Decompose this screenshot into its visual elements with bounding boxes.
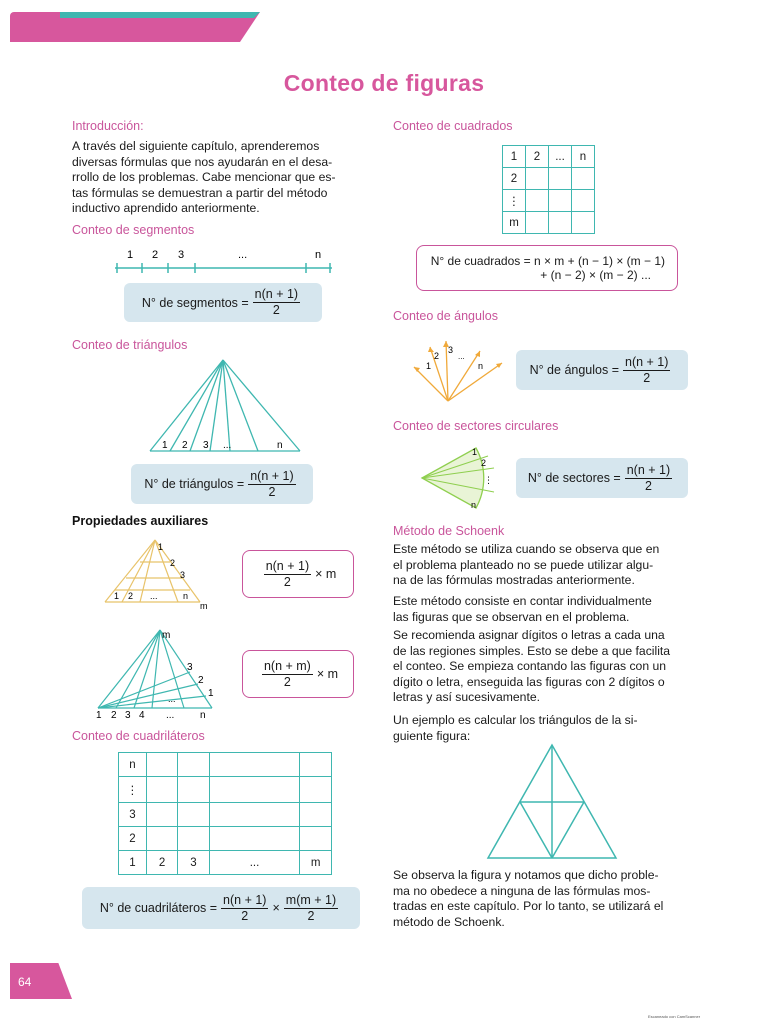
- aux1-label: n: [183, 591, 189, 601]
- numerator: m(m + 1): [285, 892, 337, 907]
- quads-row-label: 2: [119, 827, 147, 851]
- denominator: 2: [241, 908, 249, 923]
- aux2-label: n: [200, 710, 206, 720]
- text-line: Se observa la figura y notamos que dicho proble-: [393, 868, 659, 882]
- text-line: método de Schoenk.: [393, 914, 505, 929]
- segment-label: n: [315, 249, 322, 261]
- squares-formula-line2: + (n − 2) × (m − 2) ...: [540, 268, 651, 282]
- numerator: n(n + 1): [223, 892, 267, 907]
- intro-line: A través del siguiente capítulo, aprenderemos: [72, 139, 320, 153]
- aux1-label: ...: [150, 591, 158, 601]
- text-line: las figuras que se observan en el problema.: [393, 609, 630, 624]
- triangle-label: ...: [223, 440, 232, 451]
- sectors-formula: [516, 458, 688, 498]
- schoenk-paragraph-1: [393, 542, 698, 589]
- text-line: dígito o letra, enseguida las figuras con 2 dígitos o: [393, 674, 665, 689]
- aux1-label: m: [200, 601, 208, 611]
- aux2-label: ...: [166, 710, 175, 720]
- fraction: [625, 463, 672, 494]
- fraction: [284, 893, 338, 924]
- header-teal-stripe: [60, 12, 260, 18]
- aux-heading: Propiedades auxiliares: [72, 514, 209, 528]
- aux1-label: 3: [180, 570, 186, 580]
- fraction: [264, 559, 311, 590]
- text-line: Un ejemplo es calcular los triángulos de la si-: [393, 713, 638, 727]
- squares-cell: 1: [503, 146, 526, 168]
- triangle-label: 2: [182, 440, 188, 451]
- formula-suffix: × m: [316, 667, 339, 681]
- angle-label: n: [478, 361, 484, 371]
- aux1-label: 2: [170, 558, 176, 568]
- angles-figure: [408, 337, 508, 405]
- text-line: na de las fórmulas mostradas anteriormente.: [393, 573, 635, 587]
- aux-figure-2: [92, 624, 222, 720]
- segments-formula: [124, 283, 322, 322]
- aux2-label: 3: [187, 662, 193, 673]
- numerator: n(n + 1): [250, 468, 294, 483]
- formula-left: N° de sectores =: [527, 471, 621, 485]
- schoenk-example-figure: [484, 742, 620, 860]
- angles-heading: Conteo de ángulos: [393, 309, 498, 323]
- schoenk-heading: Método de Schoenk: [393, 524, 505, 538]
- numerator: n(n + 1): [625, 354, 669, 369]
- page-number: 64: [18, 975, 32, 989]
- squares-grid: [502, 145, 595, 234]
- intro-paragraph: [72, 139, 380, 217]
- sector-label: 1: [472, 447, 478, 457]
- squares-cell: ⋮: [503, 190, 526, 212]
- triangle-label: 1: [162, 440, 168, 451]
- sector-label: ⋮: [484, 475, 493, 485]
- quads-row-label: ⋮: [119, 777, 147, 803]
- sector-label: 2: [481, 458, 487, 468]
- fraction: [623, 355, 670, 386]
- text-line: el problema planteado no se puede utilizar algu-: [393, 557, 654, 572]
- schoenk-paragraph-2: [393, 594, 698, 625]
- quads-col-label: 1: [119, 851, 147, 875]
- fraction: [262, 659, 313, 690]
- denominator: 2: [644, 478, 652, 493]
- schoenk-paragraph-5: [393, 868, 698, 930]
- text-line: Se recomienda asignar dígitos o letras a cada una: [393, 628, 665, 642]
- text-line: guiente figura:: [393, 728, 471, 743]
- intro-line: diversas fórmulas que nos ayudarán en el desa-: [72, 154, 333, 169]
- formula-left: N° de ángulos =: [529, 363, 619, 377]
- aux2-label: 2: [111, 710, 117, 720]
- squares-cell: ...: [549, 146, 572, 168]
- quads-formula: [82, 887, 360, 929]
- text-line: tradas en este capítulo. Por lo tanto, se utilizará el: [393, 899, 664, 913]
- denominator: 2: [307, 908, 315, 923]
- quads-grid: [118, 752, 332, 875]
- aux1-label: 1: [158, 542, 164, 552]
- segments-figure: [110, 244, 340, 276]
- angle-label: 1: [426, 361, 432, 371]
- aux2-label: 1: [208, 688, 214, 699]
- text-line: el conteo. Se empieza contando las figuras con un: [393, 659, 667, 673]
- aux2-label: 3: [125, 710, 131, 720]
- aux2-label: m: [162, 630, 171, 641]
- quads-col-label: 2: [146, 851, 177, 875]
- sectors-figure: [414, 442, 514, 514]
- aux1-label: 2: [128, 591, 134, 601]
- fraction: [221, 893, 268, 924]
- triangles-formula: [131, 464, 313, 504]
- fraction: [253, 287, 300, 318]
- quads-col-label: ...: [209, 851, 300, 875]
- fraction: [248, 469, 295, 500]
- text-line: Este método consiste en contar individualmente: [393, 594, 652, 608]
- aux-formula-1: [242, 550, 354, 598]
- triangle-label: 3: [203, 440, 209, 451]
- aux2-label: 4: [139, 710, 145, 720]
- denominator: 2: [283, 574, 291, 589]
- sectors-heading: Conteo de sectores circulares: [393, 419, 559, 433]
- intro-line: tas fórmulas se demuestran a partir del método: [72, 185, 328, 200]
- squares-cell: n: [572, 146, 595, 168]
- formula-suffix: × m: [315, 567, 337, 581]
- aux-figure-1: [100, 536, 220, 612]
- angle-label: 3: [448, 345, 454, 355]
- angles-formula: [516, 350, 688, 390]
- angle-label: 2: [434, 351, 440, 361]
- squares-heading: Conteo de cuadrados: [393, 119, 513, 133]
- intro-heading: Introducción:: [72, 119, 144, 133]
- segment-label: ...: [238, 249, 248, 261]
- denominator: 2: [272, 303, 280, 317]
- squares-cell: 2: [503, 168, 526, 190]
- squares-cell: 2: [526, 146, 549, 168]
- formula-left: N° de segmentos =: [141, 295, 249, 310]
- text-line: ma no obedece a ninguna de las fórmulas mos-: [393, 883, 651, 898]
- aux2-label: 1: [96, 710, 102, 720]
- squares-formula-line1: N° de cuadrados = n × m + (n − 1) × (m − 1): [430, 254, 665, 268]
- segments-heading: Conteo de segmentos: [72, 223, 195, 237]
- segment-label: 1: [127, 249, 134, 261]
- quads-row-label: n: [119, 753, 147, 777]
- denominator: 2: [283, 674, 291, 689]
- squares-formula: [416, 245, 678, 291]
- times-sign: ×: [272, 901, 280, 915]
- numerator: n(n + 1): [254, 287, 299, 301]
- denominator: 2: [643, 370, 651, 385]
- segment-label: 3: [178, 249, 185, 261]
- quads-col-label: 3: [178, 851, 209, 875]
- formula-left: N° de cuadriláteros =: [99, 901, 218, 915]
- aux1-label: 1: [114, 591, 120, 601]
- triangle-label: n: [277, 440, 283, 451]
- numerator: n(n + 1): [626, 462, 671, 477]
- formula-left: N° de triángulos =: [144, 477, 245, 491]
- schoenk-paragraph-3: [393, 628, 698, 706]
- text-line: letras y así sucesivamente.: [393, 690, 540, 704]
- text-line: de las regiones simples. Esto se debe a que facilita: [393, 643, 671, 658]
- quads-heading: Conteo de cuadriláteros: [72, 729, 205, 743]
- aux2-label: ...: [168, 694, 176, 704]
- quads-row-label: 3: [119, 803, 147, 827]
- numerator: n(n + 1): [265, 558, 310, 573]
- intro-line: rrollo de los problemas. Cabe mencionar que es-: [72, 170, 336, 184]
- text-line: Este método se utiliza cuando se observa que en: [393, 542, 660, 556]
- segment-label: 2: [152, 249, 159, 261]
- triangles-figure: [140, 356, 320, 456]
- scanner-watermark: Escaneado con CamScanner: [648, 1014, 701, 1019]
- denominator: 2: [268, 484, 276, 499]
- schoenk-paragraph-4: [393, 713, 698, 744]
- aux2-label: 2: [198, 675, 204, 686]
- triangles-heading: Conteo de triángulos: [72, 338, 188, 352]
- page-title: Conteo de figuras: [283, 70, 485, 96]
- intro-line: inductivo aprendido anteriormente.: [72, 201, 260, 215]
- quads-col-label: m: [300, 851, 332, 875]
- sector-label: n: [471, 500, 477, 510]
- numerator: n(n + m): [263, 658, 311, 673]
- angle-label: ...: [458, 352, 465, 361]
- aux-formula-2: [242, 650, 354, 698]
- squares-cell: m: [503, 212, 526, 234]
